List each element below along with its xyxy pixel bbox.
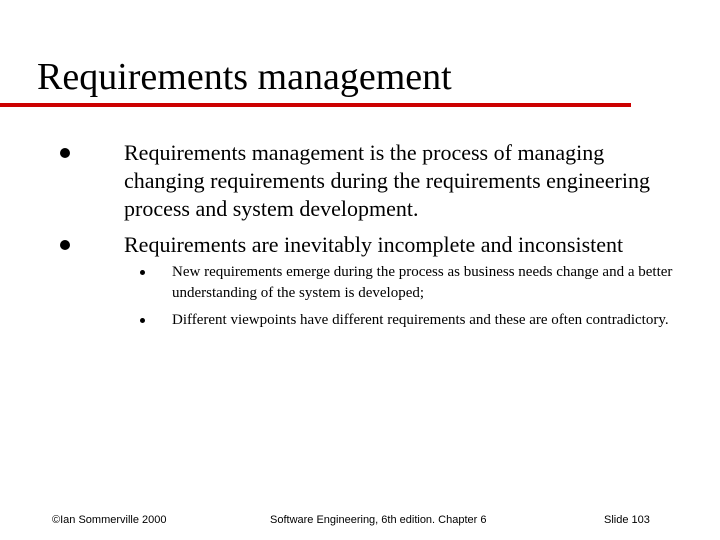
title-underline — [0, 103, 631, 107]
sub-bullet-text: New requirements emerge during the process as business needs change and a better understanding of the system is developed; — [172, 264, 673, 301]
sub-bullet-text: Different viewpoints have different requirements and these are often contradictory. — [172, 312, 669, 328]
sub-bullet-dot — [140, 318, 145, 323]
slide-title: Requirements management — [37, 56, 452, 98]
bullet-dot — [60, 240, 70, 250]
footer-slide-number: Slide 103 — [604, 514, 650, 526]
footer-book-title: Software Engineering, 6th edition. Chapter 6 — [270, 514, 487, 526]
bullet-text: Requirements management is the process of managing changing requirements during the requirements engineering process and system development. — [124, 140, 650, 221]
sub-bullet-dot — [140, 270, 145, 275]
bullet-text: Requirements are inevitably incomplete and inconsistent — [124, 232, 624, 257]
footer-copyright: ©Ian Sommerville 2000 — [52, 514, 167, 526]
bullet-dot — [60, 148, 70, 158]
